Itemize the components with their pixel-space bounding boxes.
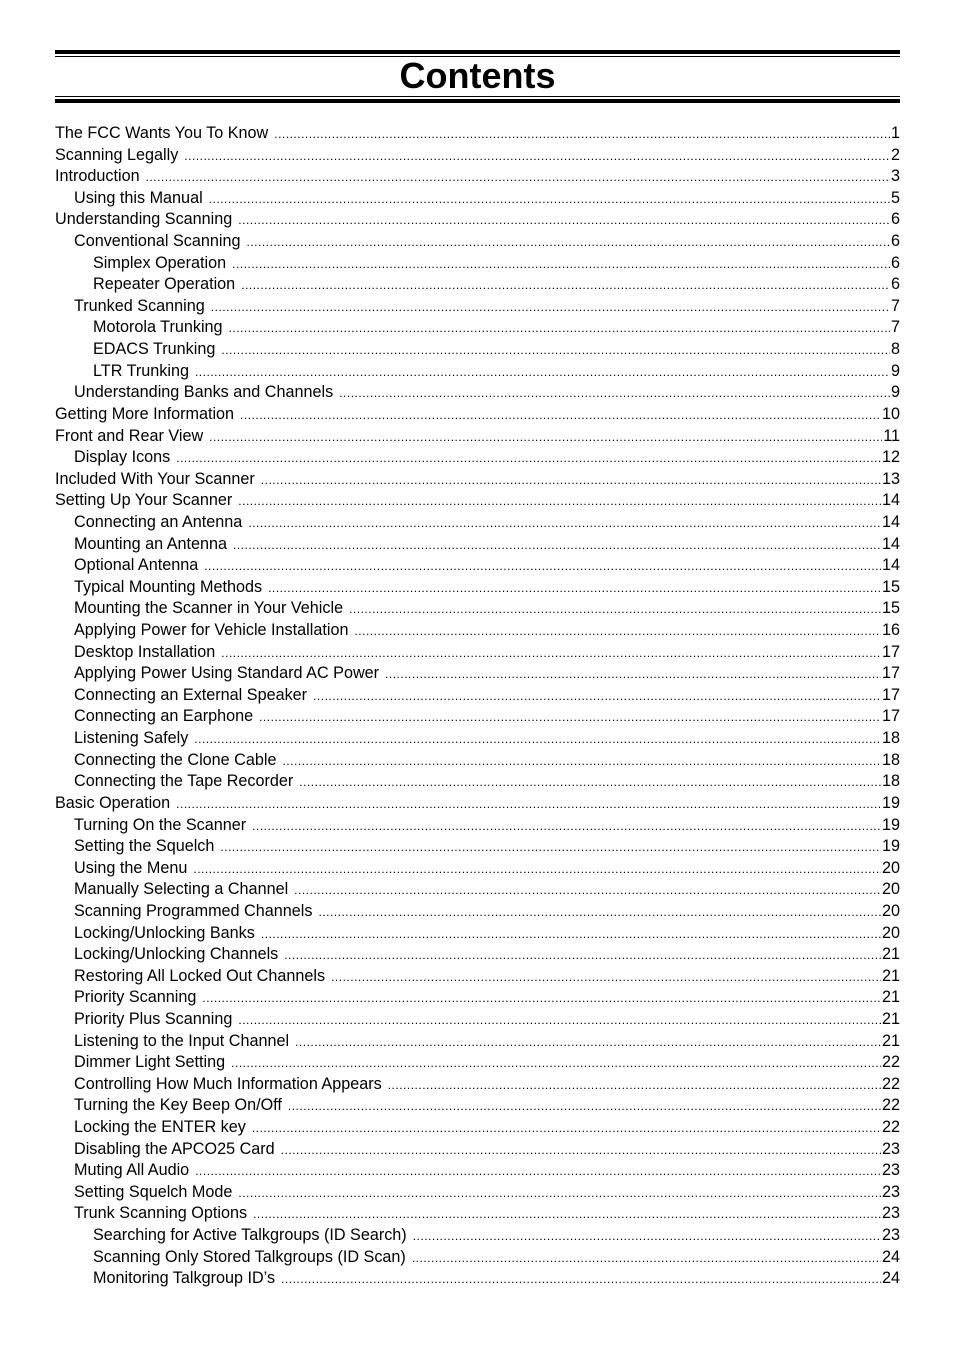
toc-entry-title: Listening to the Input Channel [74,1031,290,1050]
toc-entry[interactable] [55,815,900,837]
toc-entry-page-number: 1 [890,124,900,142]
toc-entry-title: Repeater Operation [93,275,236,294]
toc-entry-page-number: 19 [881,815,900,834]
toc-entry[interactable] [55,1009,900,1031]
toc-entry-title: Conventional Scanning [74,232,241,251]
dot-leader [274,124,890,146]
toc-entry-page-number: 23 [881,1139,900,1158]
toc-entry-title: Controlling How Much Information Appears [74,1074,382,1093]
toc-entry-page-number: 21 [881,966,900,985]
dot-leader [202,988,881,1010]
toc-entry[interactable] [55,836,900,858]
toc-entry-title: LTR Trunking [93,361,189,380]
toc-entry-page-number: 20 [881,858,900,877]
toc-entry-page-number: 22 [881,1118,900,1137]
toc-entry-title: Connecting the Clone Cable [74,750,277,769]
toc-entry-title: Simplex Operation [93,253,227,272]
dot-leader [238,491,881,513]
toc-entry[interactable] [55,620,900,642]
toc-entry-page-number: 9 [890,361,900,380]
toc-entry-page-number: 11 [883,426,900,445]
toc-entry[interactable] [55,663,900,685]
dot-leader [284,945,881,967]
toc-entry-page-number: 22 [881,1053,900,1072]
dot-leader [268,578,881,600]
toc-entry-page-number: 22 [881,1074,900,1093]
toc-entry[interactable] [55,274,900,296]
toc-entry[interactable] [55,426,900,448]
toc-entry-title: Disabling the APCO25 Card [74,1139,275,1158]
toc-entry-title: Mounting the Scanner in Your Vehicle [74,599,344,618]
toc-entry-title: Scanning Legally [55,145,179,164]
toc-entry-page-number: 21 [881,945,900,964]
toc-entry-title: The FCC Wants You To Know [55,124,269,142]
toc-entry-title: Turning the Key Beep On/Off [74,1096,282,1115]
toc-entry-title: Monitoring Talkgroup ID’s [93,1269,276,1288]
toc-entry-title: Muting All Audio [74,1161,190,1180]
toc-entry-page-number: 20 [881,880,900,899]
toc-entry[interactable] [55,1268,900,1290]
dot-leader [282,751,881,773]
dot-leader [220,837,881,859]
dot-leader [211,297,890,319]
toc-entry-title: Trunk Scanning Options [74,1204,248,1223]
toc-entry-title: Restoring All Locked Out Channels [74,966,326,985]
dot-leader [318,902,881,924]
toc-entry[interactable] [55,1139,900,1161]
toc-entry-page-number: 8 [890,340,900,359]
toc-entry[interactable] [55,1031,900,1053]
toc-entry-title: Introduction [55,167,140,186]
toc-entry-title: Locking the ENTER key [74,1118,246,1137]
dot-leader [331,967,881,989]
toc-entry-page-number: 23 [881,1182,900,1201]
title-bottom-thin-rule [55,96,900,97]
toc-entry[interactable] [55,1203,900,1225]
toc-entry[interactable] [55,296,900,318]
dot-leader [195,362,890,384]
toc-entry-title: Connecting the Tape Recorder [74,772,294,791]
toc-entry-page-number: 5 [890,188,900,207]
toc-entry-page-number: 21 [881,1031,900,1050]
dot-leader [240,405,881,427]
toc-entry-title: Mounting an Antenna [74,534,228,553]
dot-leader [413,1226,881,1248]
dot-leader [299,772,881,794]
dot-leader [176,448,881,470]
toc-entry[interactable] [55,253,900,275]
toc-entry[interactable] [55,1095,900,1117]
toc-entry-page-number: 14 [881,512,900,531]
toc-entry-title: Desktop Installation [74,642,216,661]
dot-leader [204,556,881,578]
dot-leader [252,816,881,838]
dot-leader [313,686,881,708]
toc-entry[interactable] [55,404,900,426]
dot-leader [261,470,881,492]
dot-leader [209,427,882,449]
toc-entry-title: Listening Safely [74,729,189,748]
toc-entry-page-number: 2 [890,145,900,164]
dot-leader [349,599,881,621]
toc-entry-title: Setting the Squelch [74,837,215,856]
toc-entry[interactable] [55,1182,900,1204]
dot-leader [248,513,881,535]
toc-entry-title: Scanning Programmed Channels [74,901,313,920]
toc-entry[interactable] [55,339,900,361]
toc-entry[interactable] [55,1052,900,1074]
toc-entry-title: Motorola Trunking [93,318,223,337]
dot-leader [231,1053,881,1075]
toc-entry-page-number: 6 [890,275,900,294]
dot-leader [259,707,881,729]
dot-leader [288,1096,881,1118]
dot-leader [247,232,890,254]
toc-entry[interactable] [55,447,900,469]
toc-entry[interactable] [55,685,900,707]
toc-entry-title: Optional Antenna [74,556,199,575]
dot-leader [253,1204,881,1226]
toc-entry-page-number: 6 [890,232,900,251]
toc-entry[interactable] [55,555,900,577]
toc-entry-page-number: 21 [881,988,900,1007]
toc-entry[interactable] [55,231,900,253]
toc-entry[interactable] [55,382,900,404]
toc-entry[interactable] [55,793,900,815]
toc-entry[interactable] [55,512,900,534]
toc-entry[interactable] [55,361,900,383]
dot-leader [281,1269,881,1291]
toc-entry-title: Priority Plus Scanning [74,1009,233,1028]
toc-entry-page-number: 6 [890,210,900,229]
dot-leader [229,318,890,340]
toc-entry[interactable] [55,706,900,728]
toc-entry-title: Searching for Active Talkgroups (ID Search) [93,1226,407,1245]
toc-entry[interactable] [55,188,900,210]
dot-leader [221,643,881,665]
toc-entry-page-number: 24 [881,1269,900,1288]
dot-leader [184,146,890,168]
toc-entry-page-number: 15 [881,599,900,618]
dot-leader [238,1183,881,1205]
toc-entry[interactable] [55,901,900,923]
toc-entry-title: Connecting an Earphone [74,707,254,726]
toc-entry-page-number: 23 [881,1204,900,1223]
toc-entry-page-number: 6 [890,253,900,272]
toc-entry[interactable] [55,469,900,491]
dot-leader [339,383,890,405]
toc-entry-page-number: 12 [881,448,900,467]
dot-leader [354,621,881,643]
toc-entry-title: Using the Menu [74,858,188,877]
toc-entry-page-number: 22 [881,1096,900,1115]
toc-entry-title: Manually Selecting a Channel [74,880,289,899]
toc-entry-page-number: 14 [881,534,900,553]
toc-entry[interactable] [55,577,900,599]
toc-entry-page-number: 7 [890,318,900,337]
toc-entry-title: Scanning Only Stored Talkgroups (ID Scan) [93,1247,406,1266]
toc-entry-page-number: 18 [881,729,900,748]
toc-entry-page-number: 13 [881,469,900,488]
toc-entry[interactable] [55,1074,900,1096]
toc-entry[interactable] [55,966,900,988]
toc-entry-title: Front and Rear View [55,426,204,445]
toc-entry-title: Setting Squelch Mode [74,1182,233,1201]
toc-entry[interactable] [55,858,900,880]
toc-entry-title: Using this Manual [74,188,203,207]
dot-leader [412,1248,881,1270]
dot-leader [221,340,890,362]
dot-leader [195,1161,881,1183]
dot-leader [281,1140,881,1162]
dot-leader [232,254,890,276]
toc-entry[interactable] [55,598,900,620]
dot-leader [209,189,890,211]
toc-entry[interactable] [55,1117,900,1139]
toc-entry[interactable] [55,879,900,901]
toc-entry-page-number: 7 [890,296,900,315]
dot-leader [194,729,881,751]
toc-entry[interactable] [55,1247,900,1269]
toc-entry[interactable] [55,209,900,231]
toc-entry[interactable] [55,642,900,664]
toc-entry[interactable] [55,166,900,188]
toc-entry[interactable] [55,987,900,1009]
toc-entry-title: Locking/Unlocking Channels [74,945,279,964]
dot-leader [193,859,881,881]
toc-entry-page-number: 15 [881,577,900,596]
toc-entry-page-number: 23 [881,1161,900,1180]
toc-entry-page-number: 9 [890,383,900,402]
toc-entry-page-number: 19 [881,837,900,856]
toc-entry-title: Applying Power for Vehicle Installation [74,621,349,640]
toc-entry-title: Locking/Unlocking Banks [74,923,255,942]
toc-entry-page-number: 18 [881,772,900,791]
toc-entry-title: Typical Mounting Methods [74,577,263,596]
dot-leader [252,1118,881,1140]
toc-entry[interactable] [55,1160,900,1182]
toc-entry-title: Understanding Banks and Channels [74,383,334,402]
table-of-contents [55,123,900,1290]
toc-entry[interactable] [55,123,900,145]
toc-entry[interactable] [55,728,900,750]
title-bottom-rule [55,99,900,103]
dot-leader [241,275,890,297]
toc-entry[interactable] [55,145,900,167]
toc-entry-page-number: 24 [881,1247,900,1266]
toc-entry-title: Trunked Scanning [74,296,205,315]
toc-entry-page-number: 17 [881,707,900,726]
toc-entry-page-number: 19 [881,793,900,812]
title-top-rule [55,50,900,54]
toc-entry-title: Display Icons [74,448,171,467]
toc-entry-page-number: 20 [881,923,900,942]
toc-entry-title: Priority Scanning [74,988,197,1007]
toc-entry[interactable] [55,317,900,339]
toc-entry[interactable] [55,923,900,945]
toc-entry-title: Dimmer Light Setting [74,1053,226,1072]
toc-entry[interactable] [55,1225,900,1247]
dot-leader [238,1010,881,1032]
toc-entry-title: Turning On the Scanner [74,815,247,834]
toc-entry-title: Understanding Scanning [55,210,233,229]
dot-leader [388,1075,881,1097]
toc-entry-page-number: 17 [881,642,900,661]
dot-leader [238,210,890,232]
dot-leader [261,924,881,946]
toc-entry-title: Connecting an External Speaker [74,685,308,704]
toc-entry-page-number: 17 [881,685,900,704]
toc-entry-page-number: 23 [881,1226,900,1245]
toc-entry[interactable] [55,490,900,512]
toc-entry-page-number: 14 [881,556,900,575]
dot-leader [294,880,881,902]
toc-entry-title: Basic Operation [55,793,171,812]
toc-entry-title: Connecting an Antenna [74,512,243,531]
toc-entry-page-number: 21 [881,1009,900,1028]
dot-leader [295,1032,881,1054]
toc-entry-page-number: 16 [881,621,900,640]
dot-leader [146,167,890,189]
toc-entry-page-number: 17 [881,664,900,683]
page-title: Contents [399,55,556,96]
toc-entry-page-number: 3 [890,167,900,186]
toc-entry-title: Setting Up Your Scanner [55,491,233,510]
toc-entry-title: Getting More Information [55,404,235,423]
toc-entry-page-number: 20 [881,901,900,920]
toc-entry[interactable] [55,534,900,556]
toc-entry[interactable] [55,750,900,772]
toc-entry[interactable] [55,944,900,966]
dot-leader [233,535,881,557]
toc-entry-page-number: 18 [881,750,900,769]
toc-entry-title: Applying Power Using Standard AC Power [74,664,380,683]
dot-leader [385,664,881,686]
dot-leader [176,794,881,816]
toc-entry-page-number: 10 [881,404,900,423]
toc-entry-title: Included With Your Scanner [55,469,255,488]
toc-entry[interactable] [55,771,900,793]
toc-entry-title: EDACS Trunking [93,340,216,359]
toc-entry-page-number: 14 [881,491,900,510]
